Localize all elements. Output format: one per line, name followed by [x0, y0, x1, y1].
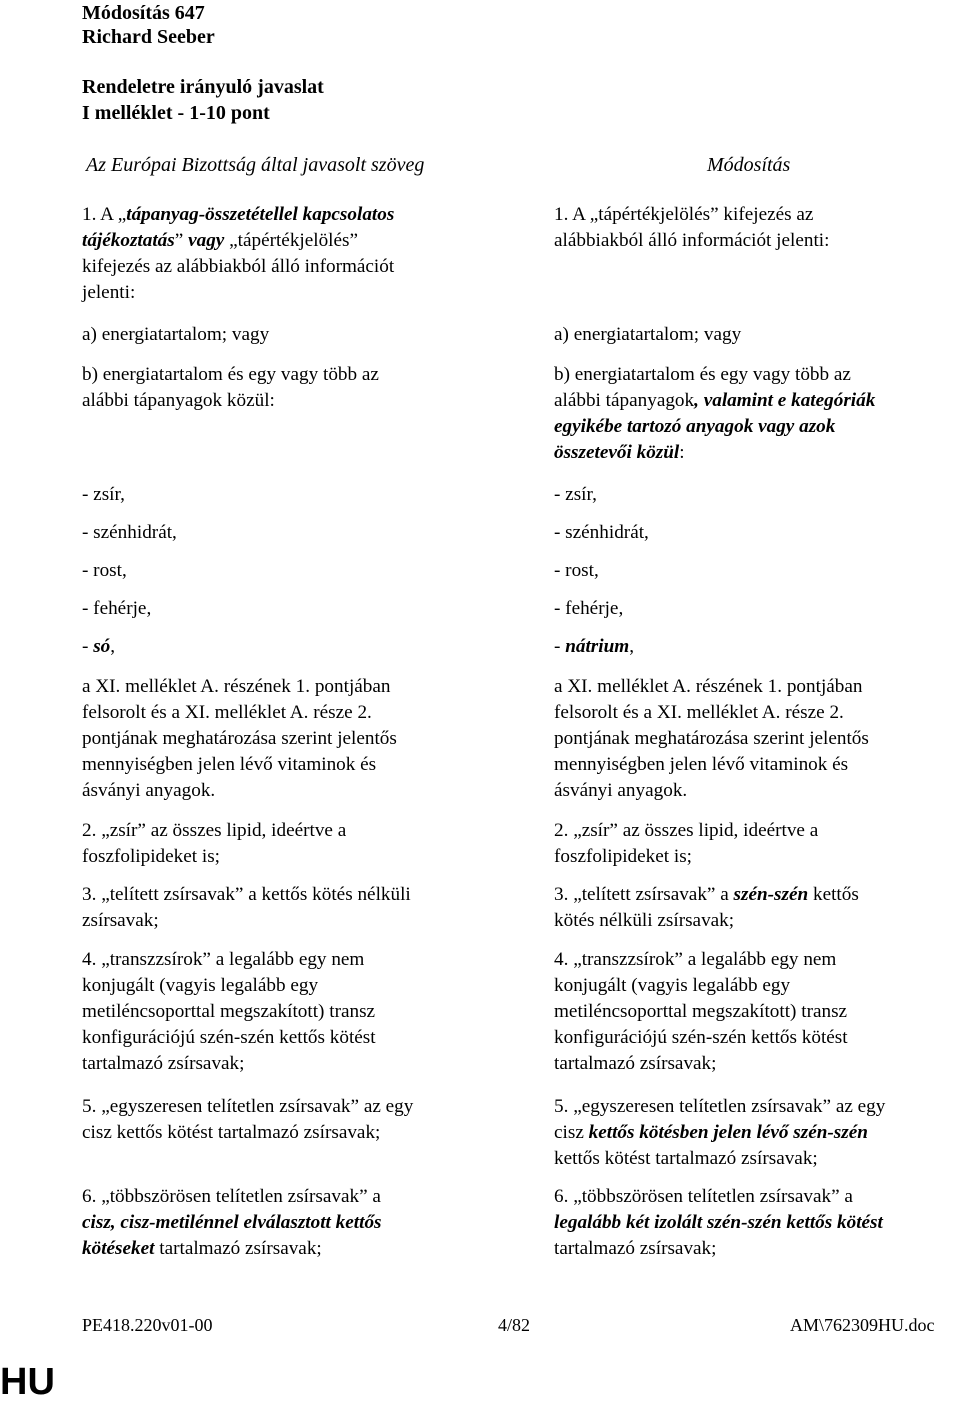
right-definition-3: 3. „telített zsírsavak” a szén-szén kettős kötés nélküli zsírsavak; [554, 884, 859, 931]
left-item-b: b) energiatartalom és egy vagy több az alábbi tápanyagok közül: [82, 364, 379, 411]
annex-reference: I melléklet - 1-10 pont [82, 102, 270, 124]
language-code: HU [0, 1361, 55, 1403]
right-item-b: b) energiatartalom és egy vagy több az alábbi tápanyagok, valamint e kategóriák egyikébe tartozó anyagok vagy azok összetevői közül: [554, 364, 876, 463]
footer-reference: PE418.220v01-00 [82, 1315, 213, 1335]
right-paragraph-1: 1. A „tápértékjelölés” kifejezés az alábbiakból álló információt jelenti: [554, 204, 830, 251]
proposal-title: Rendeletre irányuló javaslat [82, 76, 324, 98]
right-column-title: Módosítás [707, 154, 791, 176]
right-definition-5: 5. „egyszeresen telítetlen zsírsavak” az egy cisz kettős kötésben jelen lévő szén-szén kettős kötést tartalmazó zsírsavak; [554, 1096, 886, 1169]
right-definition-4: 4. „transzzsírok” a legalább egy nem konjugált (vagyis legalább egy metiléncsoporttal megszakított) transz konfigurációjú szén-szén kettős kötést tartalmazó zsírsavak; [554, 949, 848, 1074]
right-item-rost: - rost, [554, 560, 599, 581]
left-item-szenhidrat: - szénhidrát, [82, 522, 177, 543]
right-definition-2: 2. „zsír” az összes lipid, ideértve a foszfolipideket is; [554, 820, 819, 867]
document-filename: AM\762309HU.doc [790, 1315, 935, 1335]
author-name: Richard Seeber [82, 26, 215, 48]
left-definition-2: 2. „zsír” az összes lipid, ideértve a foszfolipideket is; [82, 820, 347, 867]
left-vitamins-text: a XI. melléklet A. részének 1. pontjában felsorolt és a XI. melléklet A. része 2. pontjának meghatározása szerint jelentős mennyiségben jelen lévő vitaminok és ásványi anyagok. [82, 676, 397, 801]
right-item-szenhidrat: - szénhidrát, [554, 522, 649, 543]
right-item-feherje: - fehérje, [554, 598, 624, 619]
left-paragraph-1: 1. A „tápanyag-összetétellel kapcsolatos tájékoztatás” vagy „tápértékjelölés” kifejezés az alábbiakból álló információt jelenti: [82, 204, 395, 303]
left-item-so: - só, [82, 636, 116, 657]
left-item-feherje: - fehérje, [82, 598, 152, 619]
left-column-title: Az Európai Bizottság által javasolt szöveg [86, 154, 425, 176]
amendment-number: Módosítás 647 [82, 2, 205, 24]
left-item-a: a) energiatartalom; vagy [82, 324, 270, 345]
left-definition-4: 4. „transzzsírok” a legalább egy nem konjugált (vagyis legalább egy metiléncsoporttal megszakított) transz konfigurációjú szén-szén kettős kötést tartalmazó zsírsavak; [82, 949, 376, 1074]
page-number: 4/82 [498, 1315, 531, 1335]
right-item-zsir: - zsír, [554, 484, 597, 505]
left-item-rost: - rost, [82, 560, 127, 581]
right-definition-6: 6. „többszörösen telítetlen zsírsavak” a legalább két izolált szén-szén kettős kötést tartalmazó zsírsavak; [554, 1186, 883, 1259]
left-definition-5: 5. „egyszeresen telítetlen zsírsavak” az egy cisz kettős kötést tartalmazó zsírsavak; [82, 1096, 414, 1143]
right-vitamins-text: a XI. melléklet A. részének 1. pontjában felsorolt és a XI. melléklet A. része 2. pontjának meghatározása szerint jelentős mennyiségben jelen lévő vitaminok és ásványi anyagok. [554, 676, 869, 801]
left-definition-6: 6. „többszörösen telítetlen zsírsavak” a cisz, cisz-metilénnel elválasztott kettős kötéseket tartalmazó zsírsavak; [82, 1186, 382, 1259]
left-definition-3: 3. „telített zsírsavak” a kettős kötés nélküli zsírsavak; [82, 884, 411, 931]
right-item-natrium: - nátrium, [554, 636, 634, 657]
left-item-zsir: - zsír, [82, 484, 125, 505]
right-item-a: a) energiatartalom; vagy [554, 324, 742, 345]
